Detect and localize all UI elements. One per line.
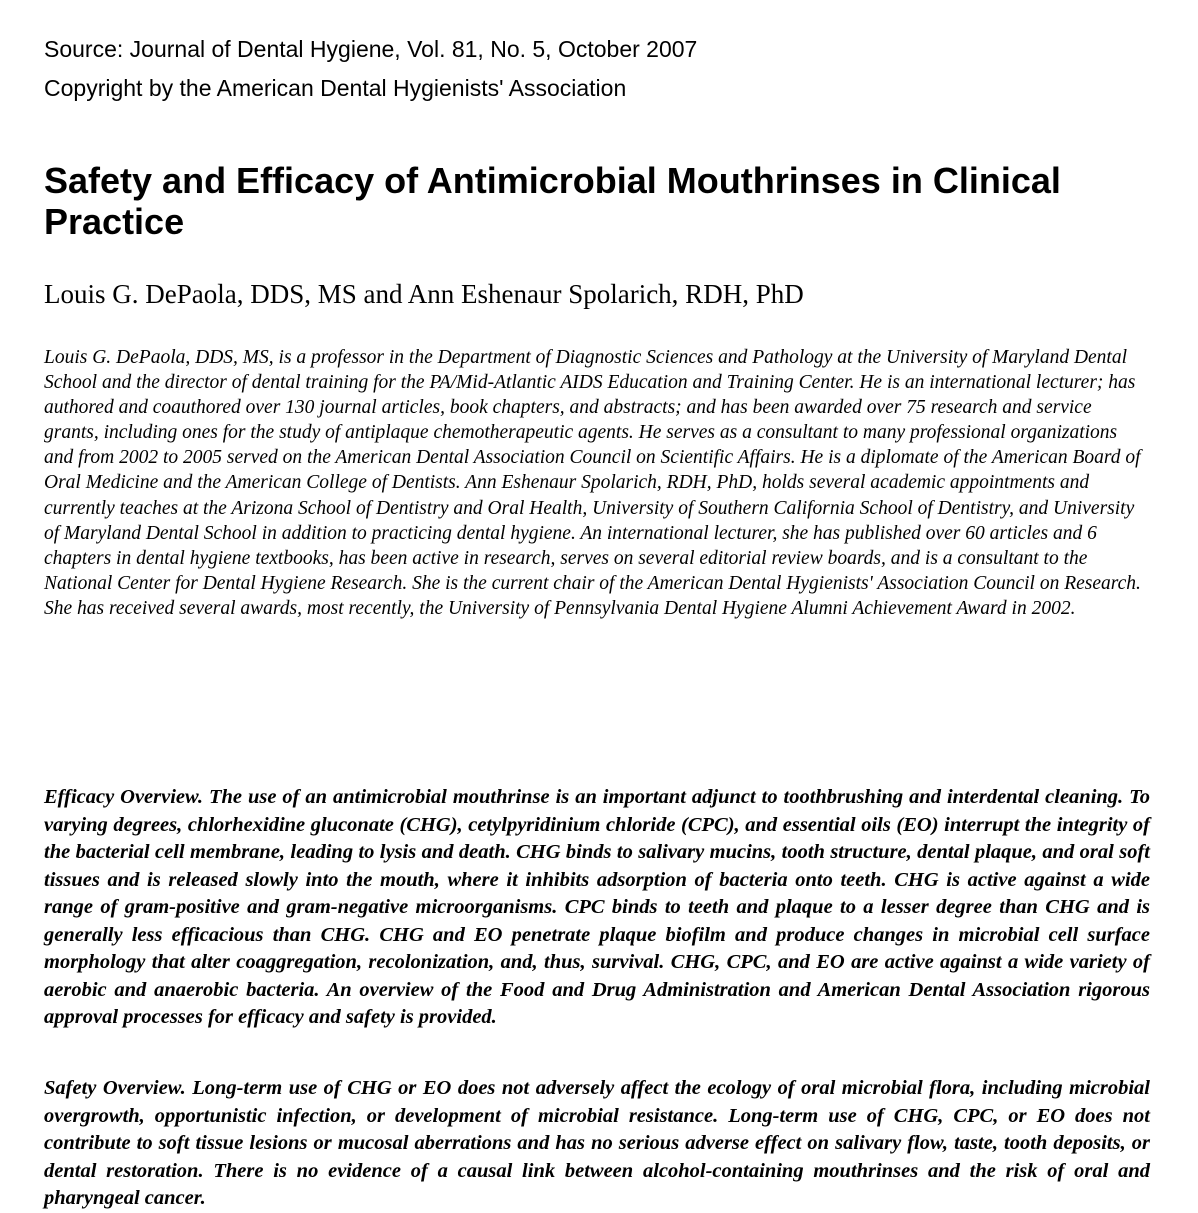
author-bio: Louis G. DePaola, DDS, MS, is a professor in the Department of Diagnostic Sciences and Pathology at the University of Maryland Dental School and the director of dental training for the PA/Mid-Atlantic AIDS Education and Training Center. He is an international lecturer; has authored and coauthored over 130 journal articles, book chapters, and abstracts; and has been awarded over 75 research and service grants, including ones for the study of antiplaque chemotherapeutic agents. He serves as a consultant to many professional organizations and from 2002 to 2005 served on the American Dental Association Council on Scientific Affairs. He is a diplomate of the American Board of Oral Medicine and the American College of Dentists. Ann Eshenaur Spolarich, RDH, PhD, holds several academic appointments and currently teaches at the Arizona School of Dentistry and Oral Health, University of Southern California School of Dentistry, and University of Maryland Dental School in addition to practicing dental hygiene. An international lecturer, she has published over 60 articles and 6 chapters in dental hygiene textbooks, has been active in research, serves on several editorial review boards, and is a consultant to the National Center for Dental Hygiene Research. She is the current chair of the American Dental Hygienists' Association Council on Research. She has received several awards, most recently, the University of Pennsylvania Dental Hygiene Alumni Achievement Award in 2002. — [44, 347, 1141, 619]
article-header — [44, 30, 1150, 621]
article-title: Safety and Efficacy of Antimicrobial Mouthrinses in Clinical Practice — [44, 160, 1061, 242]
article-authors: Louis G. DePaola, DDS, MS and Ann Eshenaur Spolarich, RDH, PhD — [44, 279, 804, 309]
source-line: Source: Journal of Dental Hygiene, Vol. 81, No. 5, October 2007 — [44, 36, 698, 62]
efficacy-overview-paragraph: Efficacy Overview. The use of an antimicrobial mouthrinse is an important adjunct to toothbrushing and interdental cleaning. To varying degrees, chlorhexidine gluconate (CHG), cetylpyridinium chloride (CPC), and essential oils (EO) interrupt the integrity of the bacterial cell membrane, leading to lysis and death. CHG binds to salivary mucins, tooth structure, dental plaque, and oral soft tissues and is released slowly into the mouth, where it inhibits adsorption of bacteria onto teeth. CHG is active against a wide range of gram-positive and gram-negative microorganisms. CPC binds to teeth and plaque to a lesser degree than CHG and is generally less efficacious than CHG. CHG and EO penetrate plaque biofilm and produce changes in microbial cell surface morphology that alter coaggregation, recolonization, and, thus, survival. CHG, CPC, and EO are active against a wide variety of aerobic and anaerobic bacteria. An overview of the Food and Drug Administration and American Dental Association rigorous approval processes for efficacy and safety is provided. — [44, 786, 1150, 1028]
copyright-line: Copyright by the American Dental Hygienists' Association — [44, 75, 627, 101]
safety-overview-paragraph: Safety Overview. Long-term use of CHG or EO does not adversely affect the ecology of oral microbial flora, including microbial overgrowth, opportunistic infection, or development of microbial resistance. Long-term use of CHG, CPC, or EO does not contribute to soft tissue lesions or mucosal aberrations and has no serious adverse effect on salivary flow, taste, tooth deposits, or dental restoration. There is no evidence of a causal link between alcohol-containing mouthrinses and the risk of oral and pharyngeal cancer. — [44, 1077, 1150, 1209]
